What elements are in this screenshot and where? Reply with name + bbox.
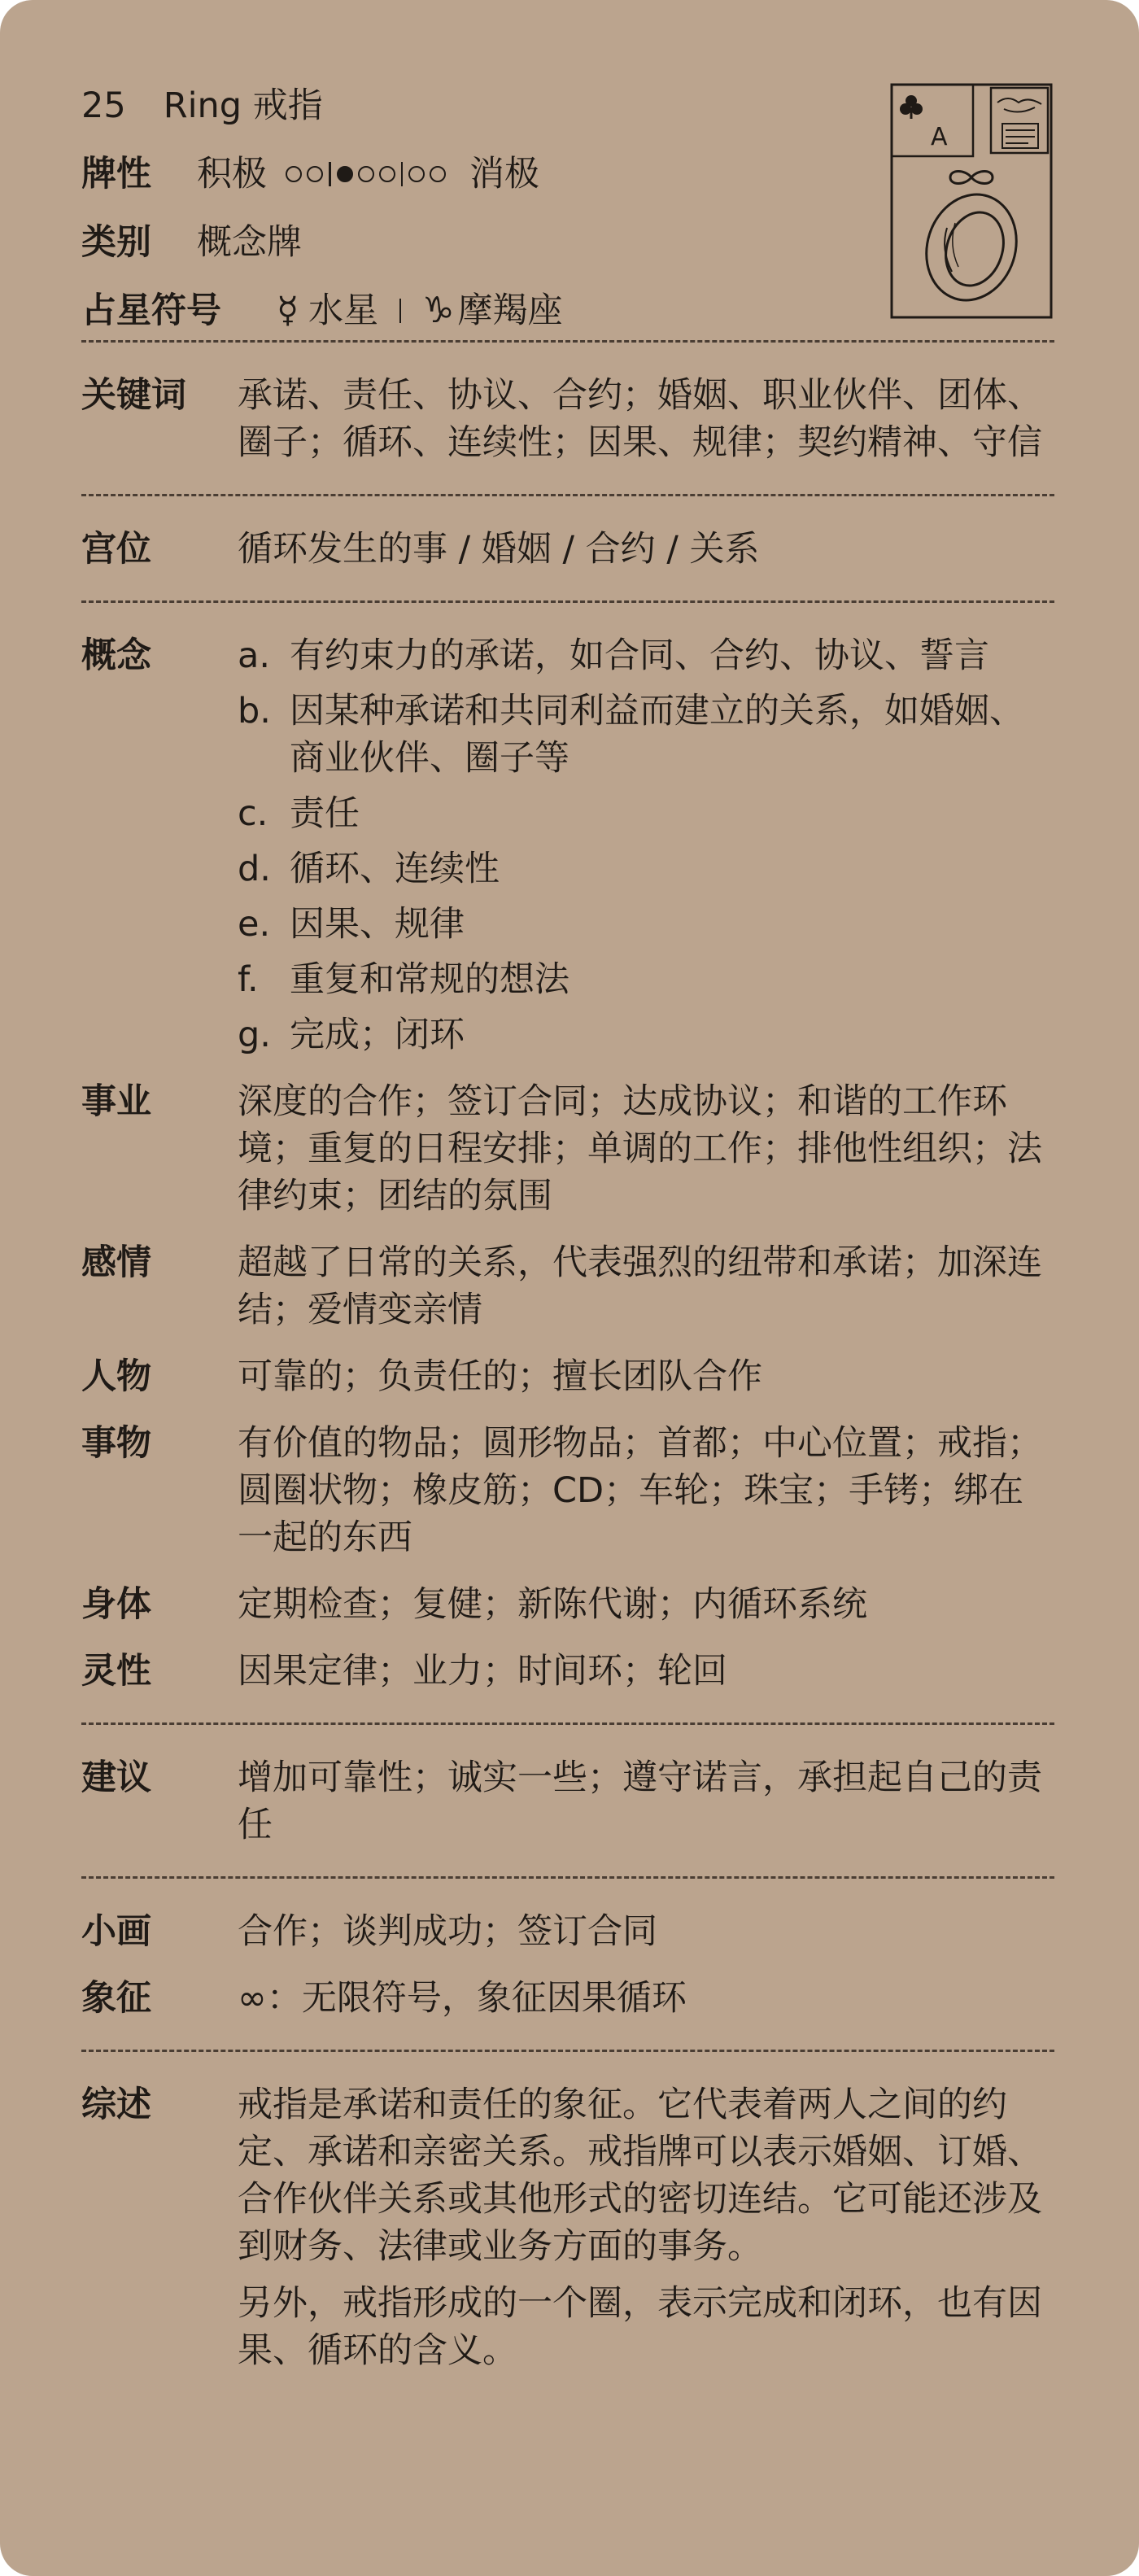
- polarity-negative: 消极: [469, 154, 539, 194]
- polarity-bar: [401, 162, 404, 186]
- list-item: [238, 901, 1054, 948]
- people-text: 可靠的；负责任的；擅长团队合作: [238, 1356, 762, 1397]
- summary-section: [81, 2052, 1054, 2402]
- summary-label: 综述: [81, 2085, 151, 2125]
- list-item: [238, 956, 1054, 1003]
- summary-paragraph: 戒指是承诺和责任的象征。它代表着两人之间的约定、承诺和亲密关系。戒指牌可以表示婚姻、订婚、合作伙伴关系或其他形式的密切连结。它可能还涉及到财务、法律或业务方面的事务。: [238, 2085, 1042, 2267]
- list-text: 因果、规律: [290, 904, 465, 945]
- polarity-label: 牌性: [81, 154, 151, 194]
- card-rank-label: A: [931, 123, 948, 151]
- polarity-dot: [358, 166, 374, 182]
- list-item: [238, 845, 1054, 893]
- list-item: [238, 688, 1054, 782]
- symbol-label: 象征: [81, 1978, 151, 2019]
- mercury-icon: ☿: [277, 290, 299, 331]
- symbol-text: ∞：无限符号，象征因果循环: [238, 1978, 687, 2019]
- polarity-dot-selected: [337, 166, 353, 182]
- card-number: 25: [81, 85, 126, 126]
- meanings-section: [81, 603, 1054, 1722]
- list-item: [238, 790, 1054, 837]
- body-text: 定期检查；复健；新陈代谢；内循环系统: [238, 1584, 867, 1625]
- advice-section: [81, 1725, 1054, 1876]
- list-marker: b.: [238, 691, 271, 731]
- spirit-label: 灵性: [81, 1651, 151, 1692]
- list-item: [238, 632, 1054, 679]
- things-label: 事物: [81, 1423, 151, 1464]
- advice-text: 增加可靠性；诚实一些；遵守诺言，承担起自己的责任: [238, 1757, 1042, 1845]
- list-marker: e.: [238, 904, 271, 945]
- keywords-label: 关键词: [81, 375, 186, 416]
- astrology-planet: 水星: [308, 290, 379, 331]
- spirit-text: 因果定律；业力；时间环；轮回: [238, 1651, 727, 1692]
- polarity-scale: [283, 162, 448, 186]
- list-marker: f.: [238, 959, 259, 1000]
- list-text: 因某种承诺和共同利益而建立的关系，如婚姻、商业伙伴、圈子等: [290, 691, 1024, 779]
- list-marker: g.: [238, 1015, 271, 1055]
- polarity-positive: 积极: [197, 154, 267, 194]
- polarity-dot: [379, 166, 395, 182]
- polarity-dot: [307, 166, 323, 182]
- small-card-section: [81, 1879, 1054, 2050]
- card-header: [81, 72, 1054, 340]
- advice-label: 建议: [81, 1757, 151, 1798]
- list-text: 循环、连续性: [290, 849, 500, 889]
- summary-body: [238, 2081, 1054, 2374]
- career-label: 事业: [81, 1081, 151, 1122]
- people-label: 人物: [81, 1356, 151, 1397]
- astrology-sign: 摩羯座: [457, 290, 563, 331]
- concept-label: 概念: [81, 635, 151, 676]
- capricorn-icon: ♑: [422, 290, 455, 331]
- clubs-icon: [900, 95, 923, 119]
- summary-paragraph: 另外，戒指形成的一个圈，表示完成和闭环，也有因果、循环的含义。: [238, 2283, 1042, 2371]
- body-label: 身体: [81, 1584, 151, 1625]
- card-thumbnail: [890, 83, 1053, 319]
- things-text: 有价值的物品；圆形物品；首都；中心位置；戒指；圆圈状物；橡皮筋；CD；车轮；珠宝；手铐；绑在一起的东西: [238, 1423, 1042, 1558]
- love-text: 超越了日常的关系，代表强烈的纽带和承诺；加深连结；爱情变亲情: [238, 1242, 1042, 1330]
- house-text: 循环发生的事 / 婚姻 / 合约 / 关系: [238, 529, 760, 570]
- list-text: 完成；闭环: [290, 1015, 465, 1055]
- love-label: 感情: [81, 1242, 151, 1283]
- house-label: 宫位: [81, 529, 151, 570]
- handshake-icon: [997, 98, 1041, 148]
- astrology-label: 占星符号: [81, 290, 221, 331]
- astrology-separator: [399, 299, 401, 323]
- polarity-bar: [329, 162, 331, 186]
- small-card-label: 小画: [81, 1911, 151, 1952]
- list-text: 重复和常规的想法: [290, 959, 570, 1000]
- keywords-text: 承诺、责任、协议、合约；婚姻、职业伙伴、团体、圈子；循环、连续性；因果、规律；契约精神、守信: [238, 375, 1042, 463]
- polarity-dot: [408, 166, 425, 182]
- card-name: Ring 戒指: [163, 85, 323, 126]
- list-text: 责任: [290, 793, 360, 834]
- category-label: 类别: [81, 222, 151, 263]
- small-card-text: 合作；谈判成功；签订合同: [238, 1911, 657, 1952]
- concept-list: [238, 632, 1054, 1059]
- category-value: 概念牌: [197, 222, 302, 263]
- house-section: [81, 496, 1054, 600]
- list-marker: c.: [238, 793, 268, 834]
- list-marker: a.: [238, 635, 271, 676]
- ring-icon: [913, 183, 1030, 312]
- list-marker: d.: [238, 849, 271, 889]
- polarity-dot: [286, 166, 302, 182]
- polarity-dot: [430, 166, 446, 182]
- infinity-icon: [950, 172, 993, 184]
- career-text: 深度的合作；签订合同；达成协议；和谐的工作环境；重复的日程安排；单调的工作；排他性组织；法律约束；团结的氛围: [238, 1081, 1042, 1216]
- keywords-section: [81, 343, 1054, 494]
- list-text: 有约束力的承诺，如合同、合约、协议、誓言: [290, 635, 989, 676]
- card-frame: [892, 85, 1051, 317]
- list-item: [238, 1011, 1054, 1059]
